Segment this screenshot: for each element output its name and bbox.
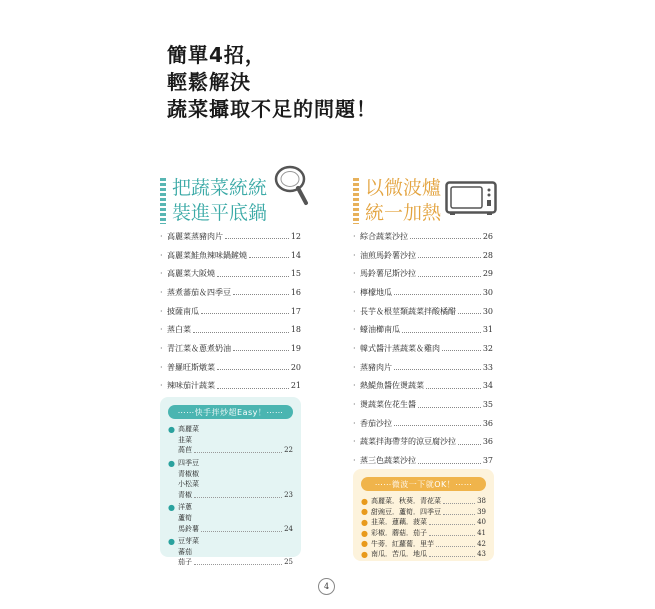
page-ref: 29 xyxy=(482,269,493,279)
bullet-icon: · xyxy=(353,381,356,391)
page-ref: 42 xyxy=(477,539,486,548)
bullet-icon: · xyxy=(353,437,356,447)
bullet-icon: ● xyxy=(361,539,368,549)
left-box-title-dots-right: ⋯⋯ xyxy=(266,407,284,417)
page-ref: 37 xyxy=(482,456,493,466)
recipe-item xyxy=(160,227,301,246)
box-row xyxy=(361,549,486,560)
bullet-icon: · xyxy=(353,250,356,260)
box-row xyxy=(168,424,293,435)
dot-leader xyxy=(418,275,481,277)
dot-leader xyxy=(410,237,481,239)
dot-leader xyxy=(443,502,475,504)
bullet-icon: · xyxy=(160,287,163,297)
box-group xyxy=(168,424,293,456)
dot-leader xyxy=(394,368,481,370)
dot-leader xyxy=(418,256,481,258)
microwave-icon xyxy=(445,181,497,217)
left-box-title xyxy=(168,405,293,419)
item-name: 青江菜＆蔥煮奶油 xyxy=(167,343,231,353)
page-ref: 26 xyxy=(482,231,493,241)
item-name: 香茄沙拉 xyxy=(360,418,392,428)
item-name: 甜豌豆．蘆筍．四季豆 xyxy=(371,507,441,516)
item-name: 青椒 xyxy=(178,490,192,499)
recipe-item xyxy=(160,246,301,265)
bullet-icon: · xyxy=(353,325,356,335)
bullet-icon: · xyxy=(353,418,356,428)
item-name: 蒸豬肉片 xyxy=(360,362,392,372)
item-name: 茄子 xyxy=(178,558,192,567)
recipe-item xyxy=(353,339,493,358)
right-tip-box xyxy=(353,469,494,561)
bullet-icon: · xyxy=(353,362,356,372)
bullet-icon: · xyxy=(353,456,356,466)
recipe-item xyxy=(353,246,493,265)
item-name: 高麗菜 xyxy=(178,425,199,434)
bullet-icon: · xyxy=(353,400,356,410)
recipe-item xyxy=(160,264,301,283)
item-name: 蠔油櫛南瓜 xyxy=(360,325,400,335)
bullet-icon: ● xyxy=(168,502,175,512)
item-name: 披薩南瓜 xyxy=(167,306,199,316)
bullet-icon: ● xyxy=(361,496,368,506)
item-name: 洋蔥 xyxy=(178,503,192,512)
page-ref: 39 xyxy=(477,507,486,516)
page-ref: 22 xyxy=(284,446,293,455)
box-row xyxy=(168,435,293,446)
dot-leader xyxy=(429,555,475,557)
bullet-icon: · xyxy=(353,287,356,297)
item-name: 熱鯷魚醬佐燙蔬菜 xyxy=(360,381,424,391)
page-ref: 35 xyxy=(482,400,493,410)
item-name: 南瓜．苦瓜．地瓜 xyxy=(371,550,427,559)
left-box-body xyxy=(168,424,293,568)
dot-leader xyxy=(429,523,475,525)
dot-leader xyxy=(436,545,475,547)
dot-leader xyxy=(458,443,481,445)
box-row xyxy=(168,445,293,456)
item-name: 高麗菜．秋葵．青花菜 xyxy=(371,497,441,506)
bullet-icon: · xyxy=(160,325,163,335)
frying-pan-icon xyxy=(270,163,310,207)
item-name: 油煎馬鈴薯沙拉 xyxy=(360,250,416,260)
item-name: 豆芽菜 xyxy=(178,537,199,546)
item-name: 高麗菜大阪燒 xyxy=(167,269,215,279)
dot-leader xyxy=(194,563,282,565)
recipe-item xyxy=(353,377,493,396)
left-tip-box xyxy=(160,397,301,567)
page-ref: 30 xyxy=(482,287,493,297)
page-ref: 14 xyxy=(290,250,301,260)
box-row xyxy=(361,507,486,518)
box-row xyxy=(168,557,293,568)
page-ref: 34 xyxy=(482,381,493,391)
page-ref: 16 xyxy=(290,287,301,297)
item-name: 青椒椒 xyxy=(178,469,199,478)
bullet-icon: · xyxy=(160,343,163,353)
left-box-title-text: 快手拌炒超Easy！ xyxy=(194,407,267,417)
right-box-title-text: 微波一下就OK！ xyxy=(391,479,456,489)
bullet-icon: · xyxy=(160,362,163,372)
item-name: 馬鈴薯 xyxy=(178,524,199,533)
left-recipe-list xyxy=(160,227,301,395)
bullet-icon: ● xyxy=(168,458,175,468)
item-name: 小松菜 xyxy=(178,480,199,489)
item-name: 高麗菜鮭魚辣味鍋鏟燒 xyxy=(167,250,247,260)
dot-leader xyxy=(201,530,282,532)
recipe-item xyxy=(353,227,493,246)
headline-line-3: 蔬菜攝取不足的問題！ xyxy=(167,97,377,121)
box-group xyxy=(168,458,293,500)
item-name: 普羅旺斯燉菜 xyxy=(167,362,215,372)
box-row xyxy=(168,547,293,558)
item-name: 長芋＆根莖類蔬菜拌酸橘醋 xyxy=(360,306,456,316)
page-ref: 24 xyxy=(284,524,293,533)
bullet-icon: · xyxy=(353,343,356,353)
box-row xyxy=(168,468,293,479)
bullet-icon: · xyxy=(160,381,163,391)
headline-line-2: 輕鬆解決 xyxy=(167,70,251,94)
page-ref: 43 xyxy=(477,550,486,559)
dot-leader xyxy=(443,513,475,515)
item-name: 蒸白菜 xyxy=(167,325,191,335)
box-row xyxy=(168,523,293,534)
right-box-title xyxy=(361,477,486,491)
recipe-item xyxy=(353,283,493,302)
page-ref: 31 xyxy=(482,325,493,335)
dot-leader xyxy=(394,293,481,295)
recipe-item xyxy=(160,358,301,377)
dot-leader xyxy=(233,293,289,295)
dot-leader xyxy=(217,368,289,370)
page-ref: 21 xyxy=(290,381,301,391)
bullet-icon: ● xyxy=(168,424,175,434)
left-title-line-1: 把蔬菜統統 xyxy=(172,177,268,199)
right-title-line-1: 以微波爐 xyxy=(365,177,442,199)
item-name: 檸檬地瓜 xyxy=(360,287,392,297)
bullet-icon: · xyxy=(160,306,163,316)
recipe-item xyxy=(353,320,493,339)
page-ref: 20 xyxy=(290,362,301,372)
box-row xyxy=(361,538,486,549)
dot-leader xyxy=(217,275,289,277)
box-row xyxy=(361,528,486,539)
bullet-icon: ● xyxy=(361,517,368,527)
bullet-icon: · xyxy=(160,269,163,279)
recipe-item xyxy=(353,302,493,321)
box-row xyxy=(168,502,293,513)
page-ref: 40 xyxy=(477,518,486,527)
item-name: 牛蒡．紅蘿蔔．里芋 xyxy=(371,539,434,548)
headline-line-1: 簡單4招， xyxy=(167,43,266,67)
recipe-item xyxy=(353,433,493,452)
bullet-icon: · xyxy=(160,250,163,260)
box-row xyxy=(168,536,293,547)
item-name: 蘆筍 xyxy=(178,514,192,523)
dot-leader xyxy=(217,387,289,389)
right-recipe-list xyxy=(353,227,493,470)
dot-leader xyxy=(194,451,282,453)
box-row xyxy=(168,513,293,524)
recipe-item xyxy=(353,451,493,470)
bullet-icon: · xyxy=(353,231,356,241)
dot-leader xyxy=(193,331,289,333)
item-name: 蕃茄 xyxy=(178,547,192,556)
recipe-item xyxy=(353,264,493,283)
dot-leader xyxy=(418,406,481,408)
page-ref: 17 xyxy=(290,306,301,316)
dot-leader xyxy=(429,534,475,536)
recipe-item xyxy=(160,320,301,339)
bullet-icon: ● xyxy=(361,549,368,559)
item-name: 馬鈴薯尼斯沙拉 xyxy=(360,269,416,279)
item-name: 彩椒．蘑菇．茄子 xyxy=(371,529,427,538)
item-name: 蒸三色蔬菜沙拉 xyxy=(360,456,416,466)
bullet-icon: ● xyxy=(361,507,368,517)
page-ref: 33 xyxy=(482,362,493,372)
box-row xyxy=(168,458,293,469)
item-name: 韭菜．蓮藕．菠菜 xyxy=(371,518,427,527)
page-ref: 25 xyxy=(284,558,293,567)
recipe-item xyxy=(160,377,301,396)
dot-leader xyxy=(426,387,481,389)
dot-leader xyxy=(442,349,481,351)
item-name: 韭菜 xyxy=(178,435,192,444)
dot-leader xyxy=(402,331,481,333)
dot-leader xyxy=(201,312,289,314)
page-ref: 19 xyxy=(290,343,301,353)
box-group xyxy=(168,536,293,568)
dot-leader xyxy=(394,424,481,426)
dot-leader xyxy=(458,312,481,314)
page-ref: 12 xyxy=(290,231,301,241)
bullet-icon: · xyxy=(353,306,356,316)
page-ref: 23 xyxy=(284,490,293,499)
page-ref: 30 xyxy=(482,306,493,316)
dot-leader xyxy=(418,462,481,464)
item-name: 高麗菜蒸豬肉片 xyxy=(167,231,223,241)
recipe-item xyxy=(353,358,493,377)
item-name: 蒸煮蕃茄＆四季豆 xyxy=(167,287,231,297)
recipe-item xyxy=(353,414,493,433)
item-name: 綜合蔬菜沙拉 xyxy=(360,231,408,241)
page-ref: 32 xyxy=(482,343,493,353)
page-ref: 38 xyxy=(477,497,486,506)
right-box-body xyxy=(361,496,486,560)
page-ref: 15 xyxy=(290,269,301,279)
box-row xyxy=(361,496,486,507)
right-box-title-dots-left: ⋯⋯ xyxy=(374,479,392,489)
bullet-icon: ● xyxy=(168,536,175,546)
dot-leader xyxy=(225,237,289,239)
box-row xyxy=(168,479,293,490)
page-ref: 36 xyxy=(482,418,493,428)
box-group xyxy=(168,502,293,534)
left-box-title-dots-left: ⋯⋯ xyxy=(177,407,195,417)
item-name: 燙蔬菜佐花生醬 xyxy=(360,400,416,410)
bullet-icon: · xyxy=(353,269,356,279)
dot-leader xyxy=(233,349,289,351)
item-name: 辣味茄汁蔬菜 xyxy=(167,381,215,391)
item-name: 韓式醬汁蒸蔬菜＆雞肉 xyxy=(360,343,440,353)
page-number: 4 xyxy=(318,578,335,595)
recipe-item xyxy=(353,395,493,414)
box-row xyxy=(168,490,293,501)
item-name: 萵苣 xyxy=(178,446,192,455)
box-row xyxy=(361,517,486,528)
recipe-item xyxy=(160,283,301,302)
headline xyxy=(167,42,377,123)
page-ref: 41 xyxy=(477,529,486,538)
page-ref: 36 xyxy=(482,437,493,447)
bullet-icon: ● xyxy=(361,528,368,538)
recipe-item xyxy=(160,339,301,358)
page-ref: 28 xyxy=(482,250,493,260)
item-name: 四季豆 xyxy=(178,459,199,468)
right-section-title xyxy=(353,176,441,226)
bullet-icon: · xyxy=(160,231,163,241)
dot-leader xyxy=(194,496,282,498)
right-box-title-dots-right: ⋯⋯ xyxy=(455,479,473,489)
recipe-item xyxy=(160,302,301,321)
dot-leader xyxy=(249,256,289,258)
page-ref: 18 xyxy=(290,325,301,335)
left-title-line-2: 裝進平底鍋 xyxy=(172,202,268,224)
right-title-line-2: 統一加熱 xyxy=(365,202,442,224)
item-name: 蔬菜拌海帶芽的涼豆腐沙拉 xyxy=(360,437,456,447)
left-section-title xyxy=(160,176,267,226)
